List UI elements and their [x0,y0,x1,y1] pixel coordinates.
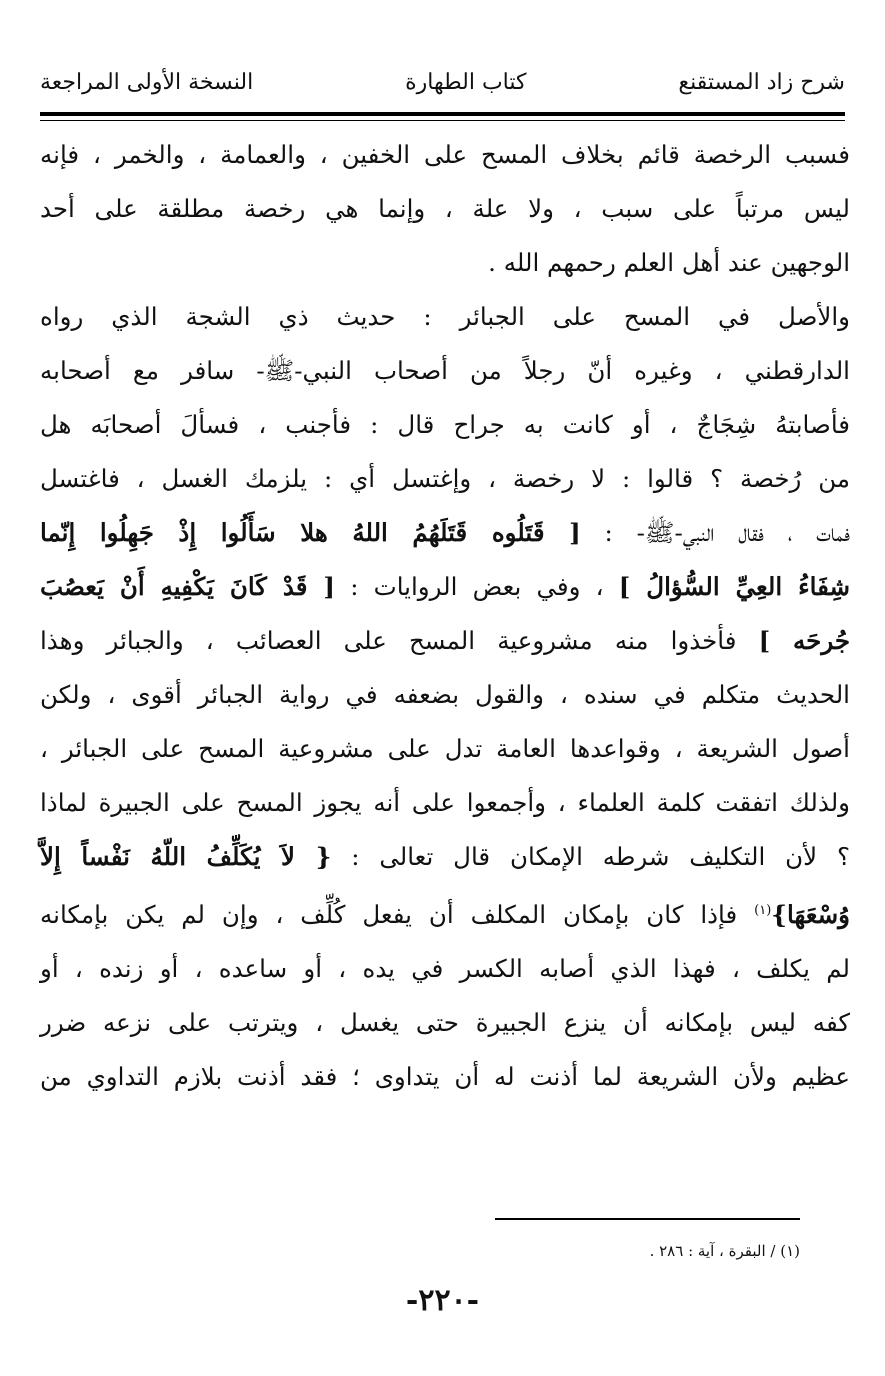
text-line: لم يكلف ، فهذا الذي أصابه الكسر في يده ، أو ساعده ، أو زنده ، أو [40,954,850,984]
text-run: فإذا كان بإمكان المكلف أن يفعل كُلِّف ، وإن لم يكن بإمكانه [40,900,738,930]
text-line: كفه ليس بإمكانه أن ينزع الجبيرة حتى يغسل ، ويترتب على نزعه ضرر [40,1008,850,1038]
hadith-quote: جُرحَه ] [758,626,850,655]
text-line: فسبب الرخصة قائم بخلاف المسح على الخفين ، والعمامة ، والخمر ، فإنه [40,140,850,169]
page-number: -٢٢٠- [405,1283,480,1318]
header-book-title: شرح زاد المستقنع [678,69,845,95]
footnote: (١) / البقرة ، آية : ٢٨٦ . [649,1242,800,1260]
text-line: الوجهين عند أهل العلم رحمهم الله . [488,248,850,277]
quran-verse: { لاَ يُكَلِّفُ اللّهُ نَفْساً إِلاَّ [40,842,332,871]
body-text [40,128,850,1104]
header-chapter-title: كتاب الطهارة [405,69,527,95]
paragraph-1 [40,128,850,290]
quran-verse: وُسْعَهَا} [771,900,850,930]
header-rule-thin [40,120,845,121]
text-line [40,614,850,668]
header-edition-note: النسخة الأولى المراجعة [40,69,254,95]
text-line: أصول الشريعة ، وقواعدها العامة تدل على مشروعية المسح على الجبائر ، [40,734,850,763]
paragraph-2 [40,290,850,1104]
text-line [40,830,850,884]
text-line: ولذلك اتفقت كلمة العلماء ، وأجمعوا على أنه يجوز المسح على الجبيرة لماذا [40,788,850,817]
text-line [40,884,850,942]
hadith-quote: شِفَاءُ العِيِّ السُّؤالُ ] [618,572,850,601]
text-run: ؟ لأن التكليف شرطه الإمكان قال تعالى : [351,842,850,871]
header-rule-thick [40,112,845,116]
text-line: الدارقطني ، وغيره أنّ رجلاً من أصحاب النبي-ﷺ- سافر مع أصحابه [40,356,850,385]
page-header [40,62,845,102]
hadith-quote: [ قَدْ كَانَ يَكْفِيهِ أَنْ يَعصُبَ [40,572,335,601]
text-run: فمات ، فقال النبي-ﷺ- : [604,518,850,547]
text-run: ، وفي بعض الروايات : [350,572,604,601]
hadith-quote: [ قَتَلُوه قَتَلَهُمُ اللهُ هلا سَأَلُوا إِذْ جَهِلُوا إِنّما [40,518,581,547]
text-line [40,506,850,560]
text-line [40,560,850,614]
text-line: والأصل في المسح على الجبائر : حديث ذي الشجة الذي رواه [40,302,850,331]
text-run: فأخذوا منه مشروعية المسح على العصائب ، والجبائر وهذا [40,626,737,655]
text-line: الحديث متكلم في سنده ، والقول بضعفه في رواية الجبائر أقوى ، ولكن [40,680,850,709]
text-line: من رُخصة ؟ قالوا : لا رخصة ، وإغتسل أي : يلزمك الغسل ، فاغتسل [40,464,850,493]
footnote-rule [495,1218,800,1220]
text-line: فأصابتهُ شِجَاجٌ ، أو كانت به جراح قال : فأجنب ، فسألَ أصحابَه هل [40,410,850,439]
text-line: عظيم ولأن الشريعة لما أذنت له أن يتداوى ؛ فقد أذنت بلازم التداوي من [40,1062,850,1092]
footnote-marker: (١) [754,903,772,918]
text-line: ليس مرتباً على سبب ، ولا علة ، وإنما هي رخصة مطلقة على أحد [40,194,850,223]
